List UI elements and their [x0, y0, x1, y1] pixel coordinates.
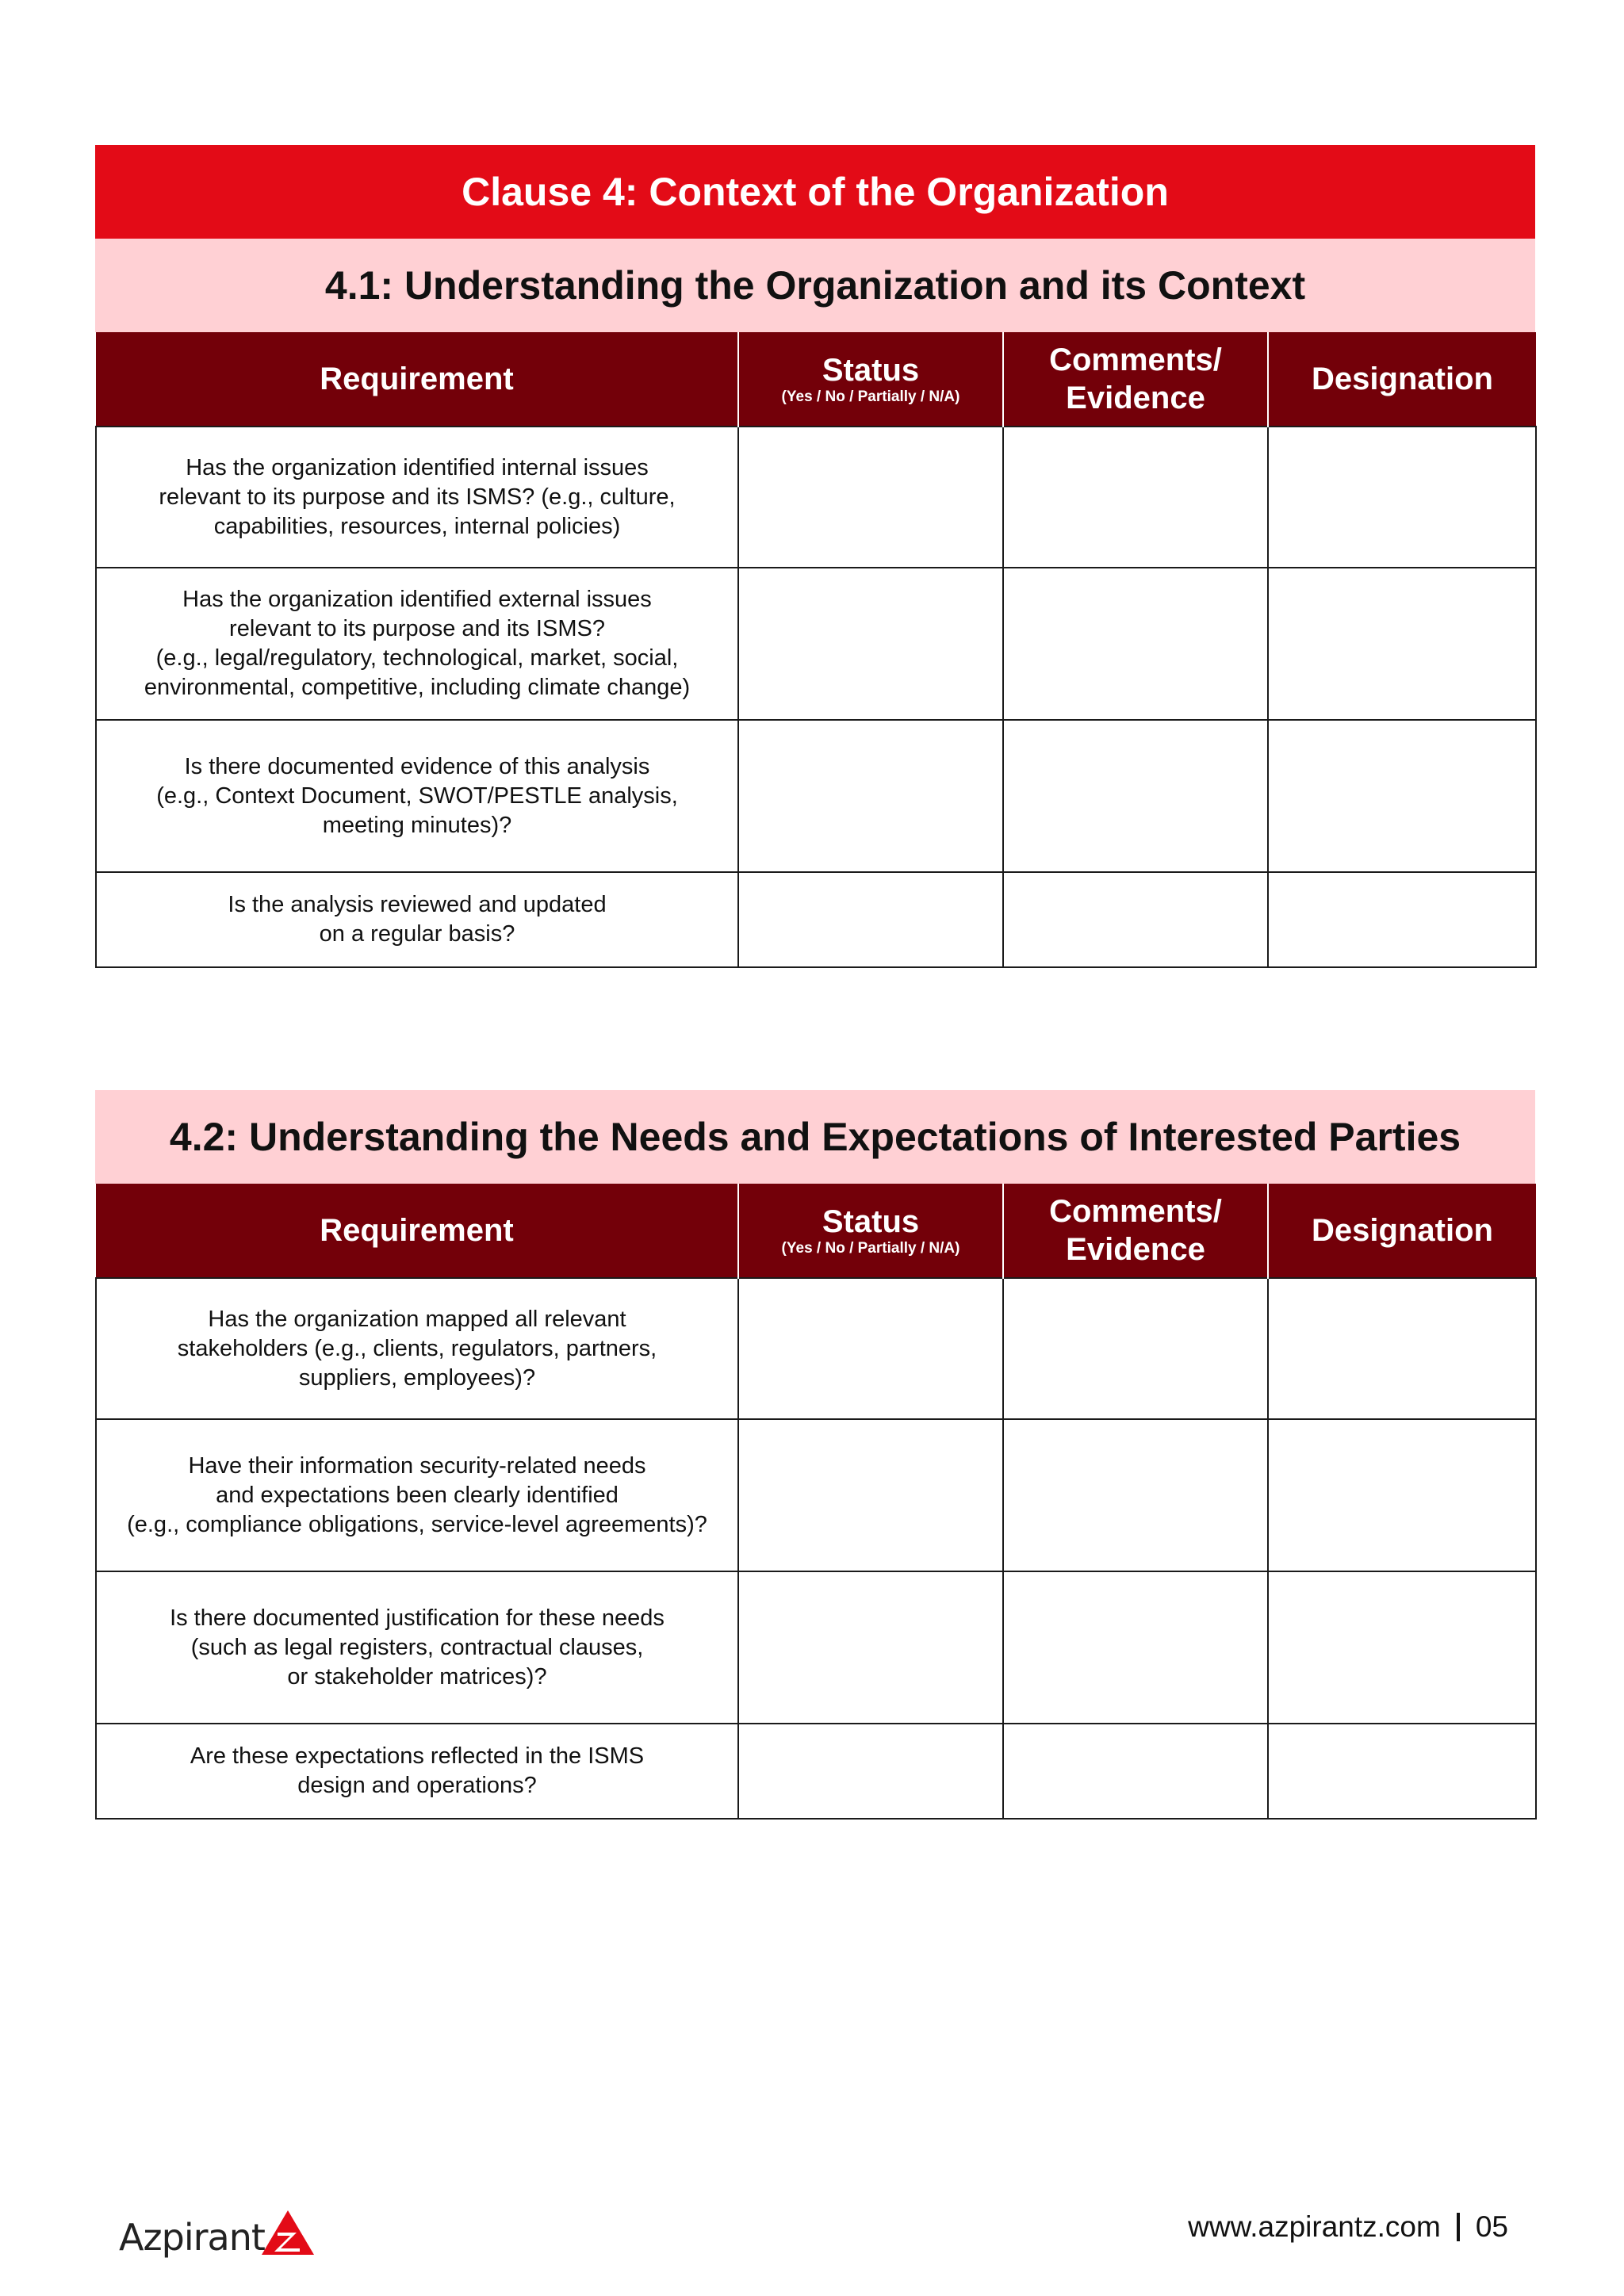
- table-row: [96, 1278, 1536, 1419]
- designation-cell[interactable]: [1268, 1724, 1536, 1819]
- requirement-cell: Is there documented justification for these needs (such as legal registers, contractual clauses, or stakeholder matrices)?: [96, 1571, 738, 1724]
- status-header: Status (Yes / No / Partially / N/A): [738, 1184, 1003, 1278]
- status-options: (Yes / No / Partially / N/A): [781, 388, 960, 405]
- comments-cell[interactable]: [1003, 427, 1268, 568]
- logo-text: Azpirant: [119, 2216, 265, 2259]
- table-row: [96, 1419, 1536, 1571]
- section-4-2: [95, 1090, 1535, 1820]
- designation-header: Designation: [1268, 1184, 1536, 1278]
- status-cell[interactable]: [738, 720, 1003, 872]
- page-footer: [1188, 2210, 1508, 2244]
- comments-cell[interactable]: [1003, 1278, 1268, 1419]
- section-title: 4.2: Understanding the Needs and Expectations of Interested Parties: [95, 1090, 1535, 1184]
- status-options: (Yes / No / Partially / N/A): [781, 1240, 960, 1257]
- comments-cell[interactable]: [1003, 872, 1268, 967]
- comments-cell[interactable]: [1003, 1571, 1268, 1724]
- section-title: 4.1: Understanding the Organization and its Context: [95, 239, 1535, 332]
- table-row: [96, 427, 1536, 568]
- status-header: Status (Yes / No / Partially / N/A): [738, 332, 1003, 427]
- comments-evidence-header: Comments/ Evidence: [1003, 332, 1268, 427]
- section-4-1: [95, 145, 1535, 968]
- page-number: 05: [1475, 2210, 1508, 2243]
- requirement-cell: Has the organization identified external issues relevant to its purpose and its ISMS? (e.g., legal/regulatory, technological, market, social, environmental, competitive, including climate change): [96, 568, 738, 720]
- status-cell[interactable]: [738, 1278, 1003, 1419]
- designation-cell[interactable]: [1268, 1419, 1536, 1571]
- status-cell[interactable]: [738, 1419, 1003, 1571]
- requirement-cell: Has the organization identified internal issues relevant to its purpose and its ISMS? (e.g., culture, capabilities, resources, internal policies): [96, 427, 738, 568]
- table-row: [96, 720, 1536, 872]
- status-cell[interactable]: [738, 872, 1003, 967]
- comments-cell[interactable]: [1003, 1419, 1268, 1571]
- designation-cell[interactable]: [1268, 427, 1536, 568]
- table-row: [96, 1571, 1536, 1724]
- requirement-cell: Has the organization mapped all relevant stakeholders (e.g., clients, regulators, partners, suppliers, employees)?: [96, 1278, 738, 1419]
- comments-cell[interactable]: [1003, 1724, 1268, 1819]
- status-cell[interactable]: [738, 568, 1003, 720]
- designation-cell[interactable]: [1268, 720, 1536, 872]
- designation-header: Designation: [1268, 332, 1536, 427]
- designation-cell[interactable]: [1268, 1278, 1536, 1419]
- requirement-header: Requirement: [96, 332, 738, 427]
- designation-cell[interactable]: [1268, 872, 1536, 967]
- checklist-table: [95, 1184, 1537, 1820]
- company-logo: [119, 2204, 316, 2260]
- comments-evidence-header: Comments/ Evidence: [1003, 1184, 1268, 1278]
- requirement-cell: Is there documented evidence of this analysis (e.g., Context Document, SWOT/PESTLE analysis, meeting minutes)?: [96, 720, 738, 872]
- requirement-cell: Are these expectations reflected in the ISMS design and operations?: [96, 1724, 738, 1819]
- status-cell[interactable]: [738, 427, 1003, 568]
- checklist-table: [95, 332, 1537, 968]
- requirement-cell: Have their information security-related needs and expectations been clearly identified (e.g., compliance obligations, service-level agreements)?: [96, 1419, 738, 1571]
- clause-title: Clause 4: Context of the Organization: [95, 145, 1535, 239]
- requirement-header: Requirement: [96, 1184, 738, 1278]
- footer-divider: [1457, 2213, 1460, 2241]
- designation-cell[interactable]: [1268, 568, 1536, 720]
- table-header-row: [96, 1184, 1536, 1278]
- comments-cell[interactable]: [1003, 568, 1268, 720]
- table-row: [96, 1724, 1536, 1819]
- status-cell[interactable]: [738, 1571, 1003, 1724]
- comments-cell[interactable]: [1003, 720, 1268, 872]
- table-row: [96, 568, 1536, 720]
- website-link[interactable]: www.azpirantz.com: [1188, 2210, 1441, 2243]
- status-cell[interactable]: [738, 1724, 1003, 1819]
- table-header-row: [96, 332, 1536, 427]
- table-row: [96, 872, 1536, 967]
- red-triangle-z-logo-icon: [260, 2209, 316, 2256]
- designation-cell[interactable]: [1268, 1571, 1536, 1724]
- requirement-cell: Is the analysis reviewed and updated on a regular basis?: [96, 872, 738, 967]
